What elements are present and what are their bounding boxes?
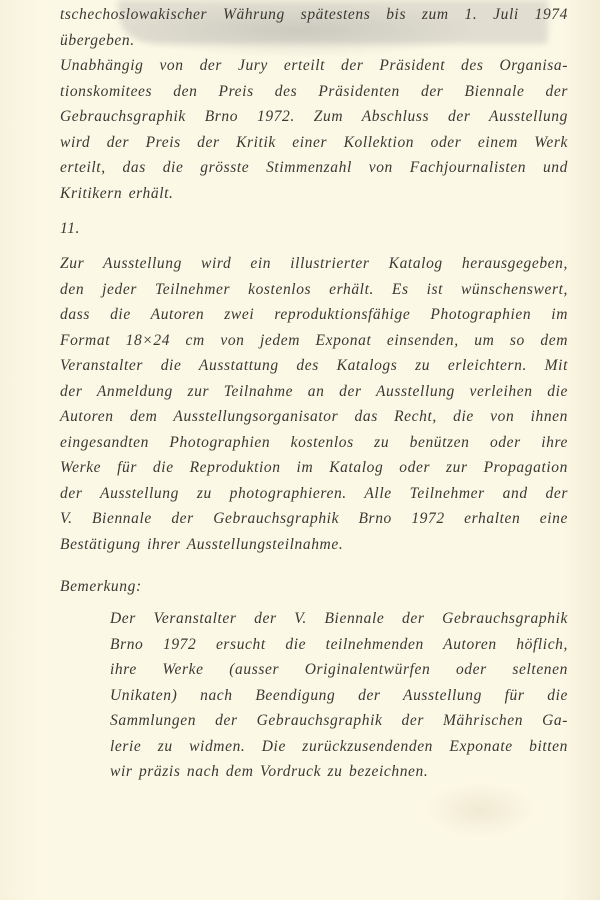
text-line: Brno 1972 ersucht die teilnehmenden Autoren höflich, — [110, 635, 568, 653]
text-line: erteilt, das die grösste Stimmenzahl von Fachjournalisten und — [60, 159, 568, 176]
text-line: Der Veranstalter der V. Biennale der Gebrauchsgraphik — [110, 610, 568, 627]
text-line: tionskomitees den Preis des Präsidenten der Biennale der — [60, 82, 568, 100]
president-prize-paragraph — [60, 53, 568, 206]
text-line: V. Biennale der Gebrauchsgraphik Brno 1972 erhalten eine — [60, 510, 568, 527]
text-line: dass die Autoren zwei reproduktionsfähige Photographien im — [60, 306, 568, 323]
text-line: lerie zu widmen. Die zurückzusendenden Exponate bitten — [110, 737, 568, 755]
text-line: Kritikern erhält. — [60, 184, 174, 202]
remark-paragraph — [110, 606, 568, 785]
text-line: Werke für die Reproduktion im Katalog oder zur Propagation — [60, 459, 568, 476]
text-line: Autoren dem Ausstellungsorganisator das Recht, die von ihnen — [60, 408, 568, 425]
text-line: tschechoslowakischer Währung spätestens bis zum 1. Juli 1974 — [60, 6, 568, 23]
text-line: Zur Ausstellung wird ein illustrierter Katalog herausgegeben, — [60, 255, 568, 272]
text-line: Sammlungen der Gebrauchsgraphik der Mährischen Ga- — [110, 712, 568, 729]
text-line: Format 18×24 cm von jedem Exponat einsenden, um so dem — [60, 331, 568, 349]
section-11-paragraph — [60, 251, 568, 557]
text-line: Veranstalter die Ausstattung des Katalogs zu erleichtern. Mit — [60, 357, 568, 374]
text-line: Unabhängig von der Jury erteilt der Präsident des Organisa- — [60, 57, 568, 74]
text-line: Gebrauchsgraphik Brno 1972. Zum Abschluss der Ausstellung — [60, 108, 568, 125]
text-line: Bestätigung ihrer Ausstellungsteilnahme. — [60, 535, 344, 553]
text-line: der Anmeldung zur Teilnahme an der Ausstellung verleihen die — [60, 382, 568, 400]
text-line: eingesandten Photographien kostenlos zu benützen oder ihre — [60, 433, 568, 451]
text-line: den jeder Teilnehmer kostenlos erhält. Es ist wünschenswert, — [60, 280, 568, 298]
remark-label: Bemerkung: — [60, 578, 142, 595]
text-line: wir präzis nach dem Vordruck zu bezeichnen. — [110, 763, 429, 780]
continuation-paragraph — [60, 2, 568, 53]
text-line: ihre Werke (ausser Originalentwürfen oder seltenen — [110, 661, 568, 678]
text-line: der Ausstellung zu photographieren. Alle Teilnehmer and der — [60, 484, 568, 502]
text-line: übergeben. — [60, 31, 135, 49]
section-number: 11. — [60, 220, 81, 237]
text-line: Unikaten) nach Beendigung der Ausstellung für die — [110, 686, 568, 704]
text-line: wird der Preis der Kritik einer Kollektion oder einem Werk — [60, 133, 568, 151]
